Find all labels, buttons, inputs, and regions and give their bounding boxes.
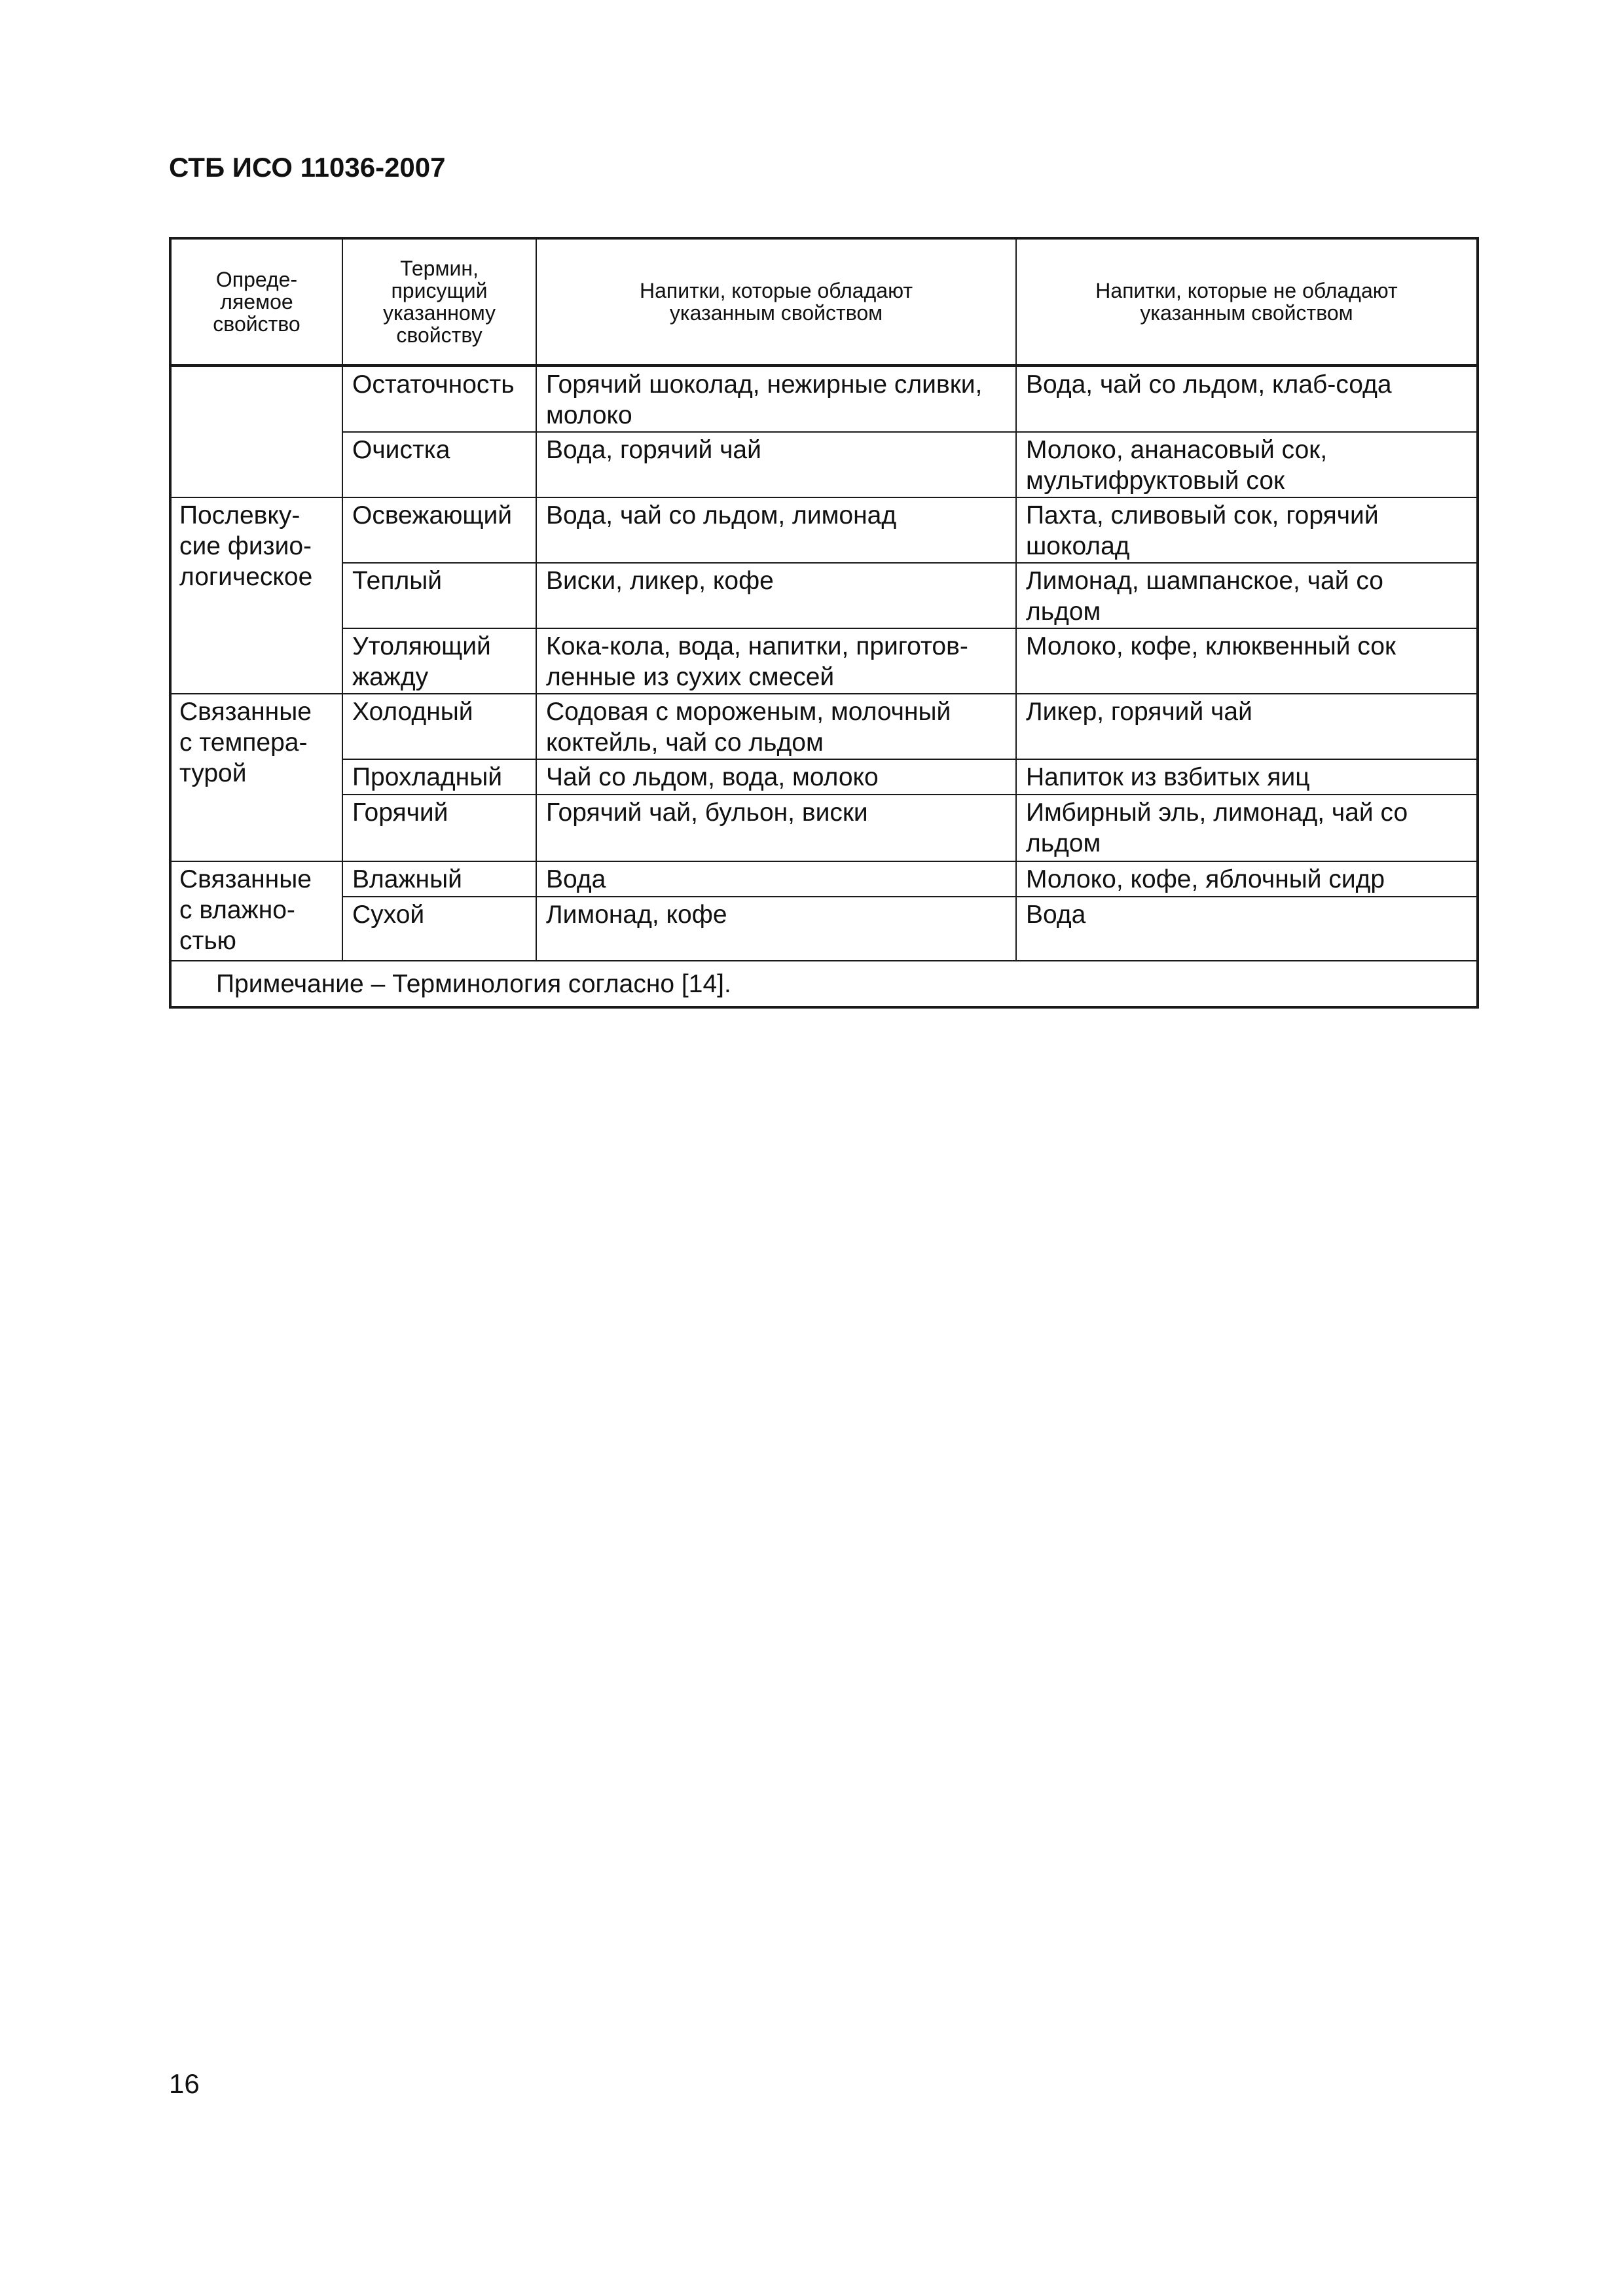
- properties-table-container: [169, 237, 1476, 1009]
- not-has-property-cell: Вода, чай со льдом, клаб-сода: [1016, 366, 1478, 433]
- has-property-cell: Содовая с мороженым, молочный коктейль, чай со льдом: [536, 694, 1016, 759]
- term-cell: Теплый: [342, 563, 536, 628]
- table-row: [170, 897, 1478, 961]
- not-has-property-cell: Молоко, ананасовый сок, мультифруктовый сок: [1016, 432, 1478, 497]
- column-header-property: Опреде- ляемое свойство: [170, 238, 342, 366]
- property-cell: Послевку- сие физио- логическое: [170, 497, 342, 694]
- not-has-property-cell: Молоко, кофе, клюквенный сок: [1016, 628, 1478, 694]
- has-property-cell: Кока-кола, вода, напитки, приготов- ленные из сухих смесей: [536, 628, 1016, 694]
- term-cell: Холодный: [342, 694, 536, 759]
- property-cell: Связанные с темпера- турой: [170, 694, 342, 861]
- not-has-property-cell: Ликер, горячий чай: [1016, 694, 1478, 759]
- beverage-properties-table: [169, 237, 1479, 1009]
- page-number: 16: [169, 2068, 200, 2099]
- table-header-row: [170, 238, 1478, 366]
- table-row: [170, 628, 1478, 694]
- has-property-cell: Вода, горячий чай: [536, 432, 1016, 497]
- has-property-cell: Горячий чай, бульон, виски: [536, 795, 1016, 861]
- has-property-cell: Чай со льдом, вода, молоко: [536, 759, 1016, 795]
- property-cell: [170, 366, 342, 498]
- has-property-cell: Вода: [536, 861, 1016, 897]
- table-row: [170, 795, 1478, 861]
- term-cell: Освежающий: [342, 497, 536, 563]
- property-cell: Связанные с влажно- стью: [170, 861, 342, 961]
- term-cell: Очистка: [342, 432, 536, 497]
- not-has-property-cell: Молоко, кофе, яблочный сидр: [1016, 861, 1478, 897]
- not-has-property-cell: Лимонад, шампанское, чай со льдом: [1016, 563, 1478, 628]
- term-cell: Горячий: [342, 795, 536, 861]
- term-cell: Прохладный: [342, 759, 536, 795]
- table-row: [170, 497, 1478, 563]
- column-header-not-has-property: Напитки, которые не обладают указанным свойством: [1016, 238, 1478, 366]
- not-has-property-cell: Имбирный эль, лимонад, чай со льдом: [1016, 795, 1478, 861]
- term-cell: Остаточность: [342, 366, 536, 433]
- not-has-property-cell: Напиток из взбитых яиц: [1016, 759, 1478, 795]
- column-header-term: Термин, присущий указанному свойству: [342, 238, 536, 366]
- table-row: [170, 366, 1478, 433]
- column-header-has-property: Напитки, которые обладают указанным свойством: [536, 238, 1016, 366]
- has-property-cell: Горячий шоколад, нежирные сливки, молоко: [536, 366, 1016, 433]
- has-property-cell: Вода, чай со льдом, лимонад: [536, 497, 1016, 563]
- document-code-header: СТБ ИСО 11036-2007: [169, 152, 446, 183]
- term-cell: Сухой: [342, 897, 536, 961]
- table-row: [170, 759, 1478, 795]
- has-property-cell: Лимонад, кофе: [536, 897, 1016, 961]
- table-row: [170, 563, 1478, 628]
- table-row: [170, 861, 1478, 897]
- table-note-row: [170, 961, 1478, 1007]
- has-property-cell: Виски, ликер, кофе: [536, 563, 1016, 628]
- not-has-property-cell: Пахта, сливовый сок, горячий шоколад: [1016, 497, 1478, 563]
- table-note: Примечание – Терминология согласно [14].: [170, 961, 1478, 1007]
- table-row: [170, 432, 1478, 497]
- term-cell: Утоляющий жажду: [342, 628, 536, 694]
- term-cell: Влажный: [342, 861, 536, 897]
- table-row: [170, 694, 1478, 759]
- not-has-property-cell: Вода: [1016, 897, 1478, 961]
